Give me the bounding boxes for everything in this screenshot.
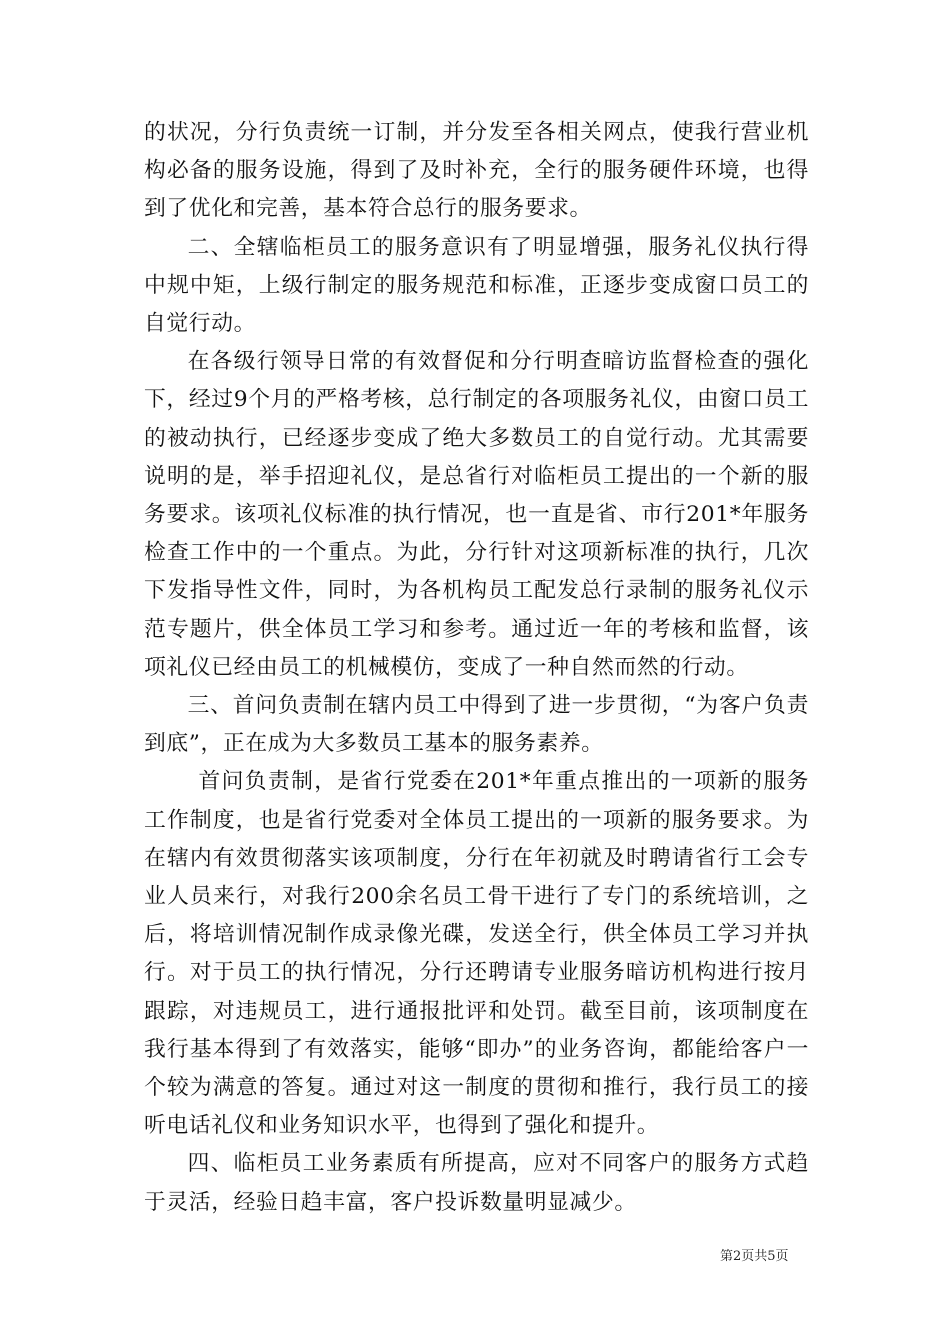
section-heading-2: 二、全辖临柜员工的服务意识有了明显增强，服务礼仪执行得中规中矩，上级行制定的服务规范和标准，正逐步变成窗口员工的自觉行动。 [144,234,809,337]
paragraph-service-etiquette: 在各级行领导日常的有效督促和分行明查暗访监督检查的强化下，经过9个月的严格考核，总行制定的各项服务礼仪，由窗口员工的被动执行，已经逐步变成了绝大多数员工的自觉行动。尤其需要说明的是，举手招迎礼仪，是总省行对临柜员工提出的一个新的服务要求。该项礼仪标准的执行情况，也一直是省、市行201*年服务检查工作中的一个重点。为此，分行针对这项新标准的执行，几次下发指导性文件，同时，为各机构员工配发总行录制的服务礼仪示范专题片，供全体员工学习和参考。通过近一年的考核和监督，该项礼仪已经由员工的机械模仿，变成了一种自然而然的行动。 [144,349,809,680]
paragraph-first-inquiry: 首问负责制，是省行党委在201*年重点推出的一项新的服务工作制度，也是省行党委对全体员工提出的一项新的服务要求。为在辖内有效贯彻落实该项制度，分行在年初就及时聘请省行工会专业人员来行，对我行200余名员工骨干进行了专门的系统培训，之后，将培训情况制作成录像光碟，发送全行，供全体员工学习并执行。对于员工的执行情况，分行还聘请专业服务暗访机构进行按月跟踪，对违规员工，进行通报批评和处罚。截至目前，该项制度在我行基本得到了有效落实，能够“即办”的业务咨询，都能给客户一个较为满意的答复。通过对这一制度的贯彻和推行，我行员工的接听电话礼仪和业务知识水平，也得到了强化和提升。 [144,769,809,1139]
section-heading-4: 四、临柜员工业务素质有所提高，应对不同客户的服务方式趋于灵活，经验日趋丰富，客户投诉数量明显减少。 [144,1151,809,1215]
document-body [144,114,809,1222]
paragraph-continuation: 的状况，分行负责统一订制，并分发至各相关网点，使我行营业机构必备的服务设施，得到了及时补充，全行的服务硬件环境，也得到了优化和完善，基本符合总行的服务要求。 [144,120,809,222]
page-number-footer: 第2页共5页 [720,1249,789,1264]
section-heading-3: 三、首问负责制在辖内员工中得到了进一步贯彻，“为客户负责到底”，正在成为大多数员工基本的服务素养。 [144,693,809,757]
